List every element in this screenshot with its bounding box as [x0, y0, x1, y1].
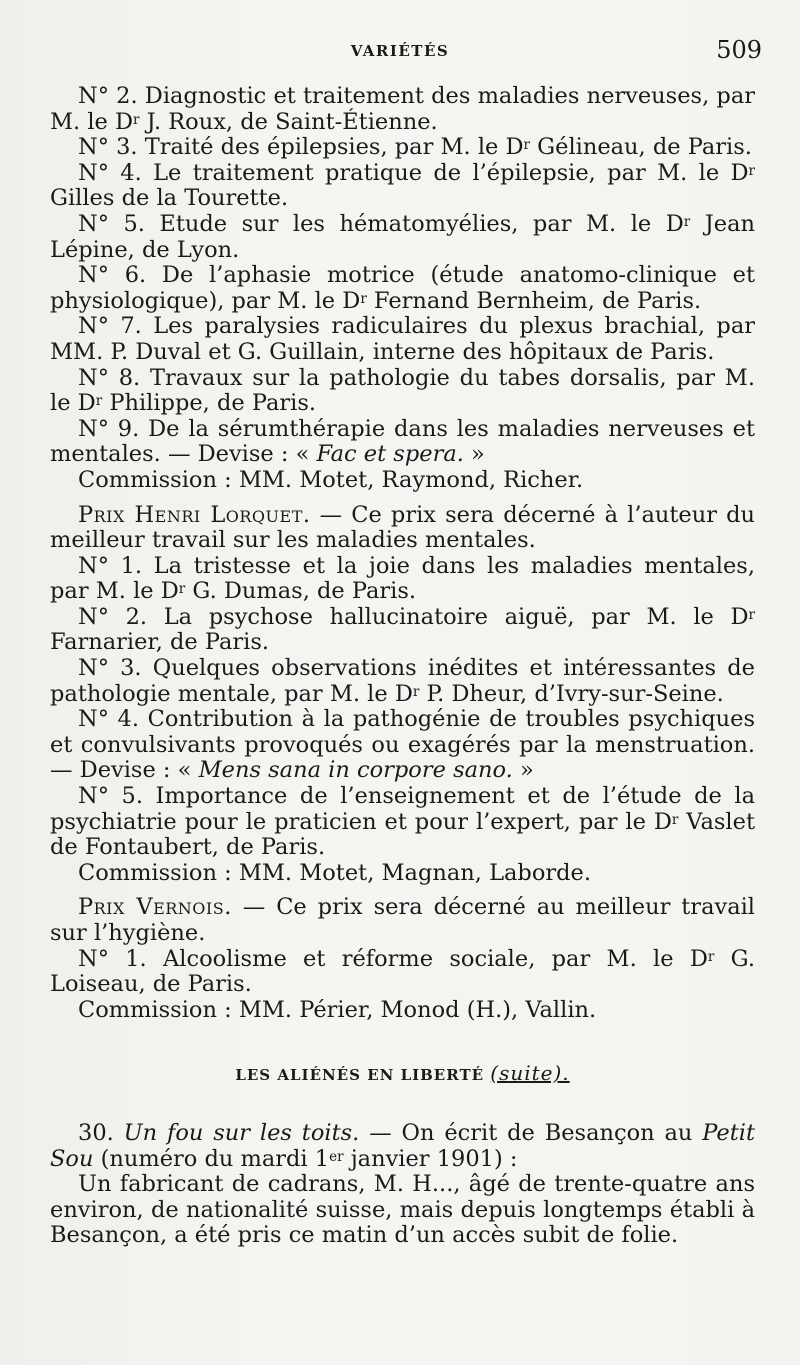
prize-description: — Ce prix sera décerné au meilleur travail sur l’hygiène. [50, 894, 755, 946]
item-number: 30. [78, 1119, 114, 1146]
entry-tail: » [463, 441, 485, 468]
commission-line: Commission : MM. Motet, Magnan, Laborde. [78, 859, 591, 886]
entry-tail: Vaslet de Fontaubert, de Paris. [50, 808, 755, 861]
entry-tail: » [512, 757, 534, 784]
entry-number: N° 2. [78, 83, 138, 109]
entry-number: N° 6. [78, 262, 147, 289]
entry-text: Diagnostic et traitement des maladies nerveuses, par M. le D [50, 83, 755, 135]
superscript: r [178, 581, 186, 598]
entry-number: N° 1. [78, 552, 143, 579]
section-title-text: LES ALIÉNÉS EN LIBERTÉ [235, 1066, 485, 1085]
entry-paragraph [50, 212, 755, 263]
entry-tail: Gilles de la Tourette. [50, 185, 289, 212]
item-text: (numéro du mardi 1 [93, 1145, 330, 1172]
prize-paragraph [50, 503, 755, 554]
entry-number: N° 4. [78, 159, 142, 186]
page-number: 509 [716, 36, 762, 64]
item-text: janvier 1901) : [343, 1145, 518, 1172]
entry-paragraph [50, 784, 755, 861]
entry-text: Quelques observations inédites et intéressantes de pathologie mentale, par M. le D [50, 655, 755, 707]
entry-tail: G. Dumas, de Paris. [185, 578, 417, 605]
entry-number: N° 2. [78, 603, 148, 630]
entry-text: Etude sur les hématomyélies, par M. le D [144, 210, 684, 237]
item-title: Un fou sur les toits. [123, 1119, 360, 1146]
entry-text: La psychose hallucinatoire aiguë, par M. le D [147, 603, 749, 630]
entry-text: Les paralysies radiculaires du plexus brachial, par MM. P. Duval et G. Guillain, interne des hôpitaux de Paris. [50, 313, 756, 365]
entry-tail: G. Loiseau, de Paris. [50, 945, 756, 998]
superscript: er [329, 1148, 344, 1165]
entry-text: De l’aphasie motrice (étude anatomo-clinique et physiologique), par M. le D [50, 262, 755, 314]
entry-tail: J. Roux, de Saint-Étienne. [139, 108, 438, 135]
entry-tail: Fernand Bernheim, de Paris. [366, 287, 702, 314]
entry-number: N° 8. [78, 364, 141, 391]
page-header [0, 36, 800, 70]
entry-number: N° 3. [78, 134, 138, 161]
entry-tail: Jean Lépine, de Lyon. [50, 210, 755, 263]
entry-number: N° 1. [78, 945, 147, 972]
superscript: r [360, 290, 367, 307]
entry-number: N° 7. [78, 313, 142, 340]
entry-paragraph [50, 417, 755, 468]
motto: Mens sana in corpore sano. [198, 757, 513, 784]
entry-paragraph [50, 161, 755, 212]
superscript: r [95, 393, 103, 410]
superscript: r [683, 213, 691, 230]
prize-paragraph [50, 895, 755, 946]
entry-text: Contribution à la pathogénie de troubles psychiques et convulsivants provoqués ou exagérés par la menstruation. — Devise : « [50, 706, 756, 784]
entry-text: Traité des épilepsies, par M. le D [137, 134, 524, 161]
newspaper-name: Petit Sou [50, 1119, 756, 1172]
entry-tail: P. Dheur, d’Ivry-sur-Seine. [419, 680, 724, 707]
commission-line: Commission : MM. Périer, Monod (H.), Vallin. [78, 996, 597, 1023]
entry-number: N° 9. [78, 415, 140, 442]
entry-number: N° 3. [78, 655, 142, 682]
story-heading-paragraph [50, 1121, 755, 1172]
entry-paragraph [50, 314, 755, 365]
entry-paragraph [50, 707, 755, 784]
entry-text: Le traitement pratique de l’épilepsie, par M. le D [141, 159, 749, 186]
entry-text: La tristesse et la joie dans les maladies mentales, par M. le D [50, 552, 755, 605]
motto: Fac et spera. [316, 441, 464, 468]
entry-paragraph [50, 135, 755, 161]
prize-name: Prix Vernois. [78, 894, 232, 921]
prize-description: — Ce prix sera décerné à l’auteur du meilleur travail sur les maladies mentales. [50, 501, 755, 554]
entry-text: Travaux sur la pathologie du tabes dorsalis, par M. le D [50, 364, 755, 417]
section-title [50, 1061, 755, 1089]
entry-number: N° 5. [78, 210, 145, 237]
superscript: r [523, 137, 530, 154]
entry-paragraph [50, 366, 755, 417]
entry-paragraph [50, 554, 755, 605]
entry-text: De la sérumthérapie dans les maladies nerveuses et mentales. — Devise : « [50, 415, 756, 468]
prize-name: Prix Henri Lorquet. [78, 501, 311, 528]
superscript: r [412, 683, 420, 700]
entry-number: N° 5. [78, 783, 143, 810]
story-paragraph: Un fabricant de cadrans, M. H..., âgé de trente-quatre ans environ, de nationalité suisse, mais depuis longtemps établi à Besançon, a été pris ce matin d’un accès subit de folie. [50, 1171, 755, 1249]
superscript: r [671, 811, 679, 828]
entry-text: Importance de l’enseignement et de l’étude de la psychiatrie pour le praticien et pour l’expert, par le D [50, 783, 755, 835]
entry-paragraph [50, 263, 755, 314]
entry-paragraph [50, 656, 755, 707]
entry-number: N° 4. [78, 706, 140, 733]
entry-paragraph [50, 84, 755, 135]
superscript: r [748, 606, 755, 623]
entry-tail: Farnarier, de Paris. [50, 629, 270, 656]
entry-paragraph [50, 605, 755, 656]
section-title-suffix: (suite). [490, 1061, 570, 1086]
entry-text: Alcoolisme et réforme sociale, par M. le D [146, 945, 708, 972]
superscript: r [707, 948, 715, 965]
entry-paragraph [50, 947, 755, 998]
superscript: r [133, 111, 140, 128]
entry-tail: Gélineau, de Paris. [530, 134, 752, 161]
running-title: VARIÉTÉS [350, 42, 450, 60]
commission-line: Commission : MM. Motet, Raymond, Richer. [78, 466, 584, 493]
body-text [50, 84, 755, 1249]
item-text: — On écrit de Besançon au [359, 1119, 703, 1146]
superscript: r [748, 162, 756, 179]
entry-tail: Philippe, de Paris. [102, 390, 317, 417]
